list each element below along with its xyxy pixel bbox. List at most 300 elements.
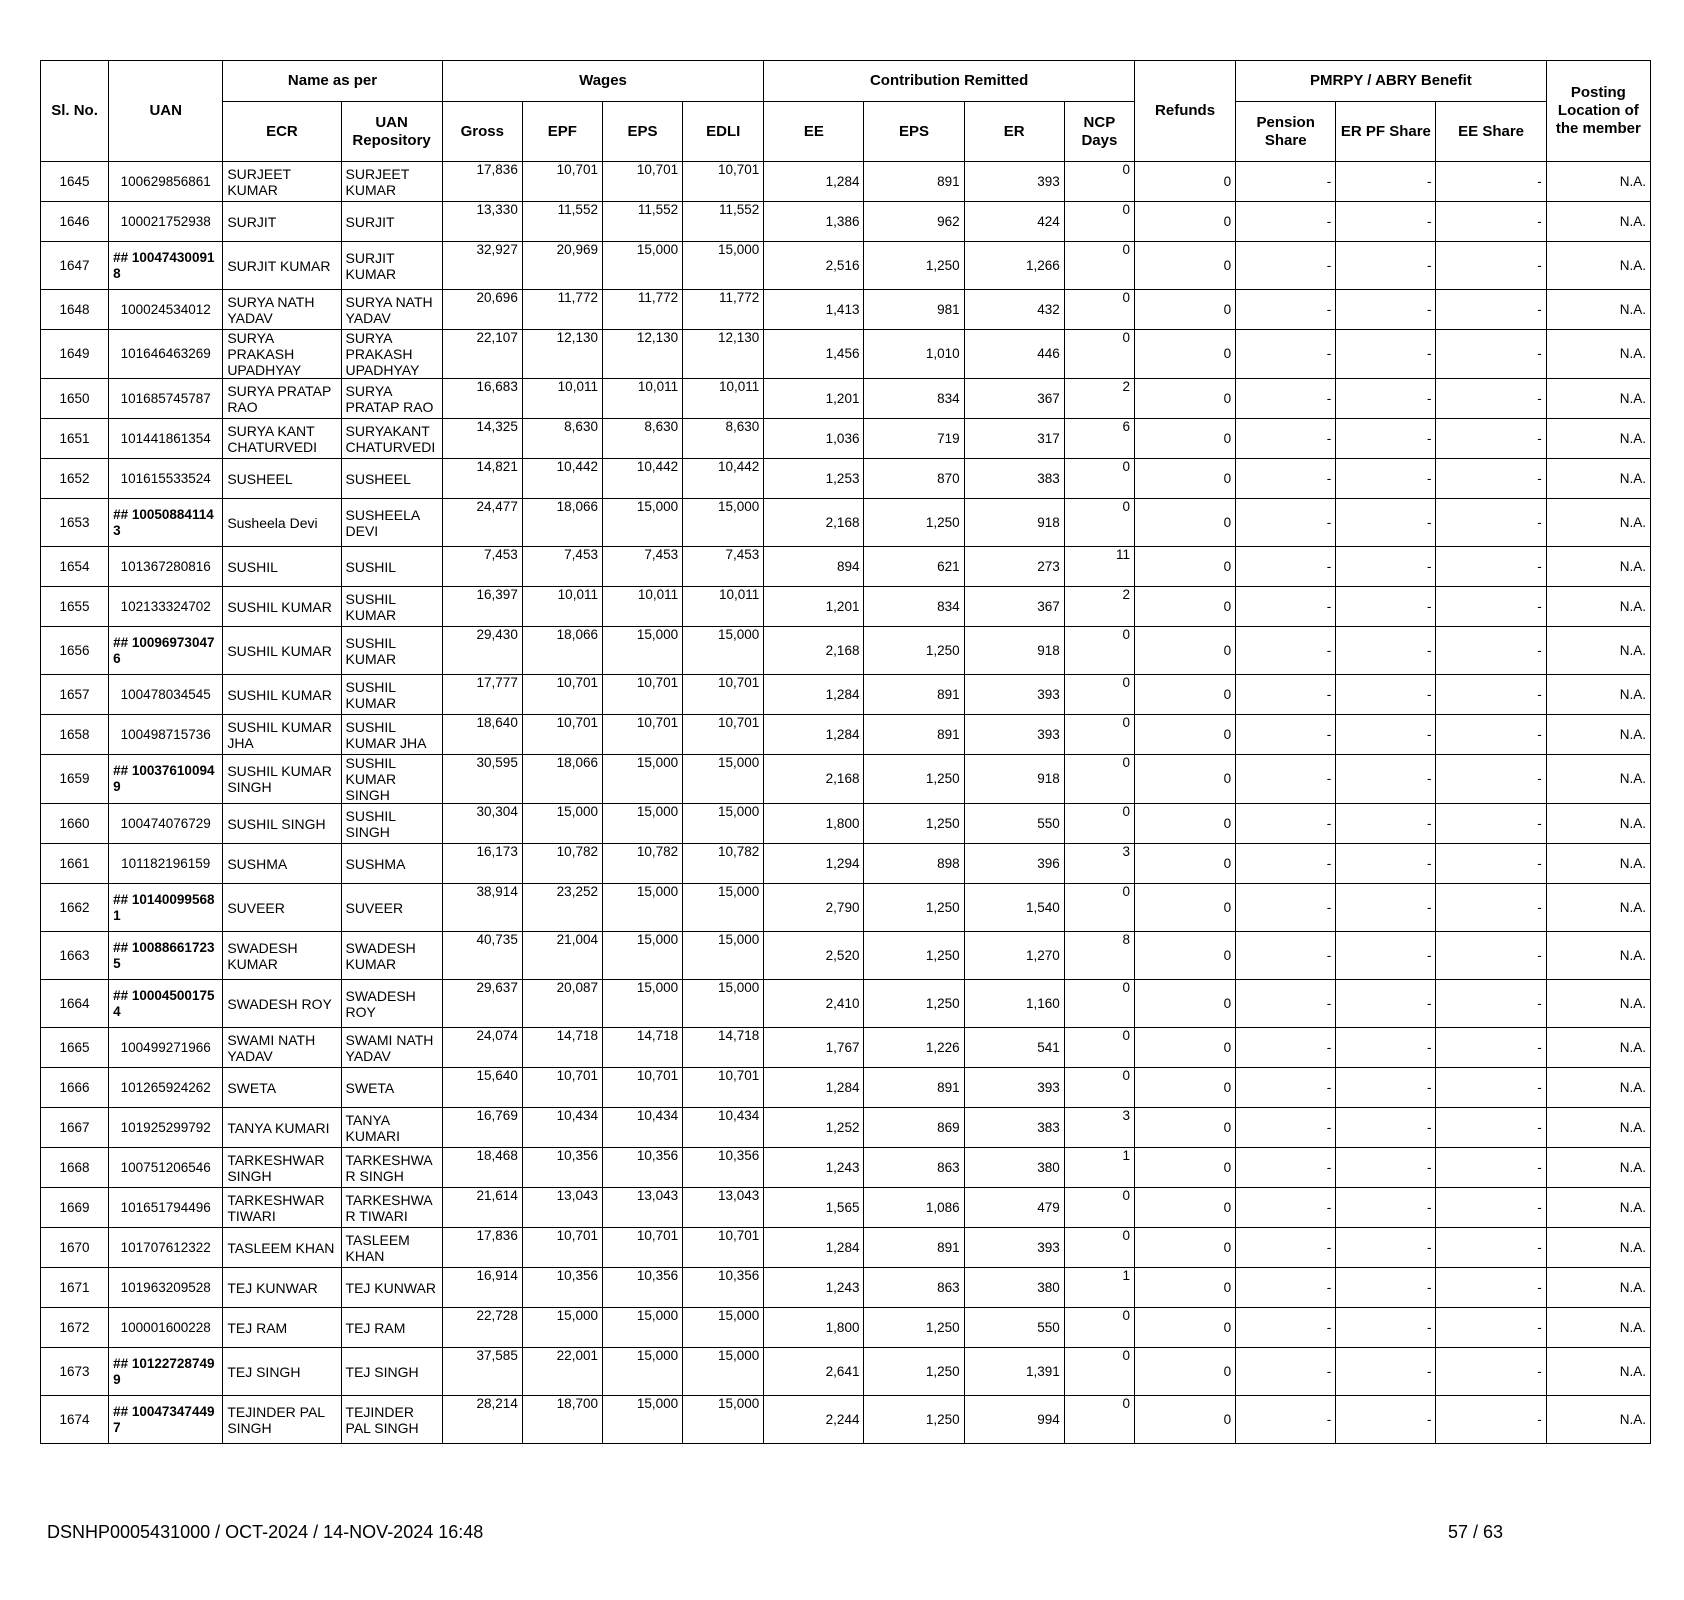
cell-uan: ## 10096973047 6	[109, 627, 223, 675]
table-row	[41, 1228, 1651, 1268]
cell-pension-share: -	[1236, 1068, 1336, 1108]
cell-uan-repository-name: SURJIT	[341, 202, 442, 242]
cell-ncp-days: 0	[1064, 1188, 1134, 1228]
cell-er-pf-share: -	[1336, 379, 1436, 419]
cell-ee-share: -	[1436, 290, 1546, 330]
cell-uan: 101646463269	[109, 330, 223, 379]
cell-gross: 20,696	[442, 290, 522, 330]
cell-er-pf-share: -	[1336, 715, 1436, 755]
table-row	[41, 1396, 1651, 1444]
cell-ecr-name: TEJ KUNWAR	[223, 1268, 341, 1308]
cell-edli: 13,043	[683, 1188, 764, 1228]
cell-epf: 10,701	[522, 715, 602, 755]
cell-er: 393	[964, 715, 1064, 755]
cell-uan: ## 10140099568 1	[109, 884, 223, 932]
table-header	[41, 61, 1651, 162]
cell-ncp-days: 6	[1064, 419, 1134, 459]
cell-epf: 20,969	[522, 242, 602, 290]
cell-sl-no: 1663	[41, 932, 109, 980]
cell-ecr-name: SURJIT	[223, 202, 341, 242]
group-contribution-remitted: Contribution Remitted	[764, 61, 1135, 102]
cell-er-pf-share: -	[1336, 330, 1436, 379]
table-body	[41, 162, 1651, 1444]
cell-posting-location: N.A.	[1546, 547, 1650, 587]
cell-sl-no: 1664	[41, 980, 109, 1028]
cell-ee-share: -	[1436, 1308, 1546, 1348]
table-row	[41, 755, 1651, 804]
cell-contribution-eps: 863	[864, 1148, 964, 1188]
cell-ee: 1,243	[764, 1268, 864, 1308]
col-contribution-eps: EPS	[864, 102, 964, 162]
cell-refunds: 0	[1134, 202, 1235, 242]
cell-ecr-name: SUSHIL KUMAR JHA	[223, 715, 341, 755]
cell-refunds: 0	[1134, 884, 1235, 932]
cell-refunds: 0	[1134, 1068, 1235, 1108]
col-ee: EE	[764, 102, 864, 162]
cell-refunds: 0	[1134, 547, 1235, 587]
cell-ecr-name: SUSHIL KUMAR	[223, 627, 341, 675]
cell-eps: 12,130	[602, 330, 682, 379]
cell-uan-repository-name: SWAMI NATH YADAV	[341, 1028, 442, 1068]
cell-edli: 15,000	[683, 627, 764, 675]
cell-ee: 1,201	[764, 379, 864, 419]
cell-contribution-eps: 834	[864, 379, 964, 419]
cell-uan: 101651794496	[109, 1188, 223, 1228]
cell-posting-location: N.A.	[1546, 675, 1650, 715]
cell-edli: 15,000	[683, 1396, 764, 1444]
cell-contribution-eps: 1,226	[864, 1028, 964, 1068]
footer-doc-ref: DSNHP0005431000 / OCT-2024 / 14-NOV-2024 16:48	[47, 1522, 484, 1542]
cell-contribution-eps: 1,250	[864, 1308, 964, 1348]
cell-eps: 10,782	[602, 844, 682, 884]
cell-er-pf-share: -	[1336, 884, 1436, 932]
cell-gross: 16,769	[442, 1108, 522, 1148]
cell-uan-repository-name: TASLEEM KHAN	[341, 1228, 442, 1268]
cell-uan: 100001600228	[109, 1308, 223, 1348]
cell-gross: 22,107	[442, 330, 522, 379]
cell-refunds: 0	[1134, 675, 1235, 715]
cell-er: 393	[964, 675, 1064, 715]
cell-edli: 10,442	[683, 459, 764, 499]
cell-uan: 100629856861	[109, 162, 223, 202]
cell-ee: 2,168	[764, 499, 864, 547]
cell-ecr-name: TEJ RAM	[223, 1308, 341, 1348]
cell-epf: 18,066	[522, 499, 602, 547]
cell-gross: 15,640	[442, 1068, 522, 1108]
cell-ncp-days: 0	[1064, 242, 1134, 290]
cell-edli: 15,000	[683, 884, 764, 932]
cell-posting-location: N.A.	[1546, 844, 1650, 884]
cell-sl-no: 1649	[41, 330, 109, 379]
cell-refunds: 0	[1134, 1188, 1235, 1228]
cell-ee: 1,800	[764, 804, 864, 844]
cell-eps: 15,000	[602, 755, 682, 804]
cell-gross: 38,914	[442, 884, 522, 932]
cell-uan-repository-name: SURYA PRATAP RAO	[341, 379, 442, 419]
cell-edli: 10,356	[683, 1148, 764, 1188]
cell-ee: 1,252	[764, 1108, 864, 1148]
cell-ecr-name: SUVEER	[223, 884, 341, 932]
cell-posting-location: N.A.	[1546, 804, 1650, 844]
cell-contribution-eps: 1,010	[864, 330, 964, 379]
cell-ee: 1,284	[764, 675, 864, 715]
cell-ncp-days: 0	[1064, 499, 1134, 547]
cell-epf: 13,043	[522, 1188, 602, 1228]
group-pmrpy: PMRPY / ABRY Benefit	[1236, 61, 1547, 102]
cell-sl-no: 1659	[41, 755, 109, 804]
cell-gross: 24,074	[442, 1028, 522, 1068]
cell-eps: 10,011	[602, 379, 682, 419]
cell-ncp-days: 8	[1064, 932, 1134, 980]
cell-ecr-name: SURYA PRAKASH UPADHYAY	[223, 330, 341, 379]
col-sl-no: Sl. No.	[41, 61, 109, 162]
cell-epf: 14,718	[522, 1028, 602, 1068]
cell-sl-no: 1668	[41, 1148, 109, 1188]
cell-contribution-eps: 863	[864, 1268, 964, 1308]
cell-eps: 15,000	[602, 242, 682, 290]
cell-uan-repository-name: TANYA KUMARI	[341, 1108, 442, 1148]
cell-contribution-eps: 891	[864, 162, 964, 202]
cell-uan-repository-name: SUSHIL SINGH	[341, 804, 442, 844]
cell-ncp-days: 0	[1064, 1228, 1134, 1268]
cell-eps: 15,000	[602, 1348, 682, 1396]
cell-ee: 1,294	[764, 844, 864, 884]
cell-contribution-eps: 869	[864, 1108, 964, 1148]
table-row	[41, 202, 1651, 242]
cell-edli: 10,782	[683, 844, 764, 884]
col-ecr: ECR	[223, 102, 341, 162]
cell-er: 393	[964, 1068, 1064, 1108]
cell-epf: 10,701	[522, 1228, 602, 1268]
cell-ecr-name: SWAMI NATH YADAV	[223, 1028, 341, 1068]
cell-ncp-days: 0	[1064, 290, 1134, 330]
cell-edli: 15,000	[683, 804, 764, 844]
cell-er-pf-share: -	[1336, 844, 1436, 884]
cell-edli: 15,000	[683, 1348, 764, 1396]
cell-refunds: 0	[1134, 1396, 1235, 1444]
cell-contribution-eps: 1,250	[864, 499, 964, 547]
cell-uan: 101441861354	[109, 419, 223, 459]
cell-ee-share: -	[1436, 499, 1546, 547]
table-row	[41, 290, 1651, 330]
cell-gross: 13,330	[442, 202, 522, 242]
cell-pension-share: -	[1236, 980, 1336, 1028]
cell-er-pf-share: -	[1336, 1308, 1436, 1348]
cell-ee-share: -	[1436, 242, 1546, 290]
cell-ee: 2,790	[764, 884, 864, 932]
cell-contribution-eps: 891	[864, 1068, 964, 1108]
cell-gross: 29,430	[442, 627, 522, 675]
cell-sl-no: 1673	[41, 1348, 109, 1396]
cell-epf: 10,434	[522, 1108, 602, 1148]
table-row	[41, 884, 1651, 932]
cell-gross: 7,453	[442, 547, 522, 587]
cell-epf: 18,066	[522, 755, 602, 804]
cell-er: 1,391	[964, 1348, 1064, 1396]
cell-pension-share: -	[1236, 1028, 1336, 1068]
cell-ecr-name: SUSHEEL	[223, 459, 341, 499]
cell-pension-share: -	[1236, 419, 1336, 459]
cell-uan: 101925299792	[109, 1108, 223, 1148]
cell-sl-no: 1651	[41, 419, 109, 459]
cell-uan-repository-name: SUSHEELA DEVI	[341, 499, 442, 547]
cell-ee: 1,800	[764, 1308, 864, 1348]
cell-edli: 7,453	[683, 547, 764, 587]
cell-posting-location: N.A.	[1546, 162, 1650, 202]
table-row	[41, 1028, 1651, 1068]
cell-uan: 100474076729	[109, 804, 223, 844]
cell-pension-share: -	[1236, 330, 1336, 379]
cell-epf: 7,453	[522, 547, 602, 587]
cell-posting-location: N.A.	[1546, 1148, 1650, 1188]
table-row	[41, 459, 1651, 499]
cell-contribution-eps: 834	[864, 587, 964, 627]
cell-epf: 18,066	[522, 627, 602, 675]
cell-contribution-eps: 1,250	[864, 755, 964, 804]
cell-ee-share: -	[1436, 419, 1546, 459]
cell-er: 550	[964, 804, 1064, 844]
cell-posting-location: N.A.	[1546, 330, 1650, 379]
cell-contribution-eps: 1,086	[864, 1188, 964, 1228]
cell-pension-share: -	[1236, 804, 1336, 844]
cell-edli: 15,000	[683, 932, 764, 980]
cell-uan-repository-name: SUSHIL KUMAR	[341, 627, 442, 675]
cell-epf: 10,701	[522, 675, 602, 715]
cell-pension-share: -	[1236, 1348, 1336, 1396]
cell-refunds: 0	[1134, 844, 1235, 884]
cell-epf: 21,004	[522, 932, 602, 980]
cell-contribution-eps: 870	[864, 459, 964, 499]
cell-er: 383	[964, 459, 1064, 499]
cell-er-pf-share: -	[1336, 1228, 1436, 1268]
cell-pension-share: -	[1236, 547, 1336, 587]
cell-ecr-name: SURJEET KUMAR	[223, 162, 341, 202]
cell-sl-no: 1657	[41, 675, 109, 715]
cell-ncp-days: 0	[1064, 755, 1134, 804]
cell-er: 393	[964, 1228, 1064, 1268]
cell-er-pf-share: -	[1336, 162, 1436, 202]
cell-ee: 2,516	[764, 242, 864, 290]
cell-er: 550	[964, 1308, 1064, 1348]
cell-ee-share: -	[1436, 459, 1546, 499]
table-row	[41, 675, 1651, 715]
cell-er: 918	[964, 627, 1064, 675]
cell-ee-share: -	[1436, 675, 1546, 715]
cell-er: 367	[964, 379, 1064, 419]
cell-ncp-days: 0	[1064, 1396, 1134, 1444]
table-row	[41, 1348, 1651, 1396]
cell-posting-location: N.A.	[1546, 587, 1650, 627]
cell-epf: 10,011	[522, 379, 602, 419]
cell-ee: 1,284	[764, 715, 864, 755]
cell-er: 918	[964, 499, 1064, 547]
cell-refunds: 0	[1134, 932, 1235, 980]
col-edli: EDLI	[683, 102, 764, 162]
col-uan: UAN	[109, 61, 223, 162]
table-row	[41, 844, 1651, 884]
cell-sl-no: 1655	[41, 587, 109, 627]
cell-ncp-days: 0	[1064, 884, 1134, 932]
col-ee-share: EE Share	[1436, 102, 1546, 162]
cell-er-pf-share: -	[1336, 1108, 1436, 1148]
cell-refunds: 0	[1134, 290, 1235, 330]
cell-ee-share: -	[1436, 1188, 1546, 1228]
cell-er-pf-share: -	[1336, 1148, 1436, 1188]
cell-ee-share: -	[1436, 379, 1546, 419]
cell-edli: 15,000	[683, 242, 764, 290]
cell-sl-no: 1654	[41, 547, 109, 587]
cell-pension-share: -	[1236, 1108, 1336, 1148]
cell-ncp-days: 3	[1064, 844, 1134, 884]
cell-posting-location: N.A.	[1546, 1396, 1650, 1444]
cell-ncp-days: 2	[1064, 587, 1134, 627]
cell-refunds: 0	[1134, 459, 1235, 499]
cell-er: 1,160	[964, 980, 1064, 1028]
table-row	[41, 379, 1651, 419]
table-row	[41, 587, 1651, 627]
cell-gross: 18,468	[442, 1148, 522, 1188]
cell-ecr-name: SUSHIL KUMAR SINGH	[223, 755, 341, 804]
cell-refunds: 0	[1134, 162, 1235, 202]
cell-epf: 15,000	[522, 1308, 602, 1348]
cell-er-pf-share: -	[1336, 1068, 1436, 1108]
cell-epf: 20,087	[522, 980, 602, 1028]
cell-ecr-name: SUSHIL	[223, 547, 341, 587]
cell-refunds: 0	[1134, 379, 1235, 419]
cell-uan: ## 10047347449 7	[109, 1396, 223, 1444]
cell-edli: 11,552	[683, 202, 764, 242]
cell-sl-no: 1658	[41, 715, 109, 755]
col-eps: EPS	[602, 102, 682, 162]
table-row	[41, 330, 1651, 379]
cell-pension-share: -	[1236, 379, 1336, 419]
cell-er: 367	[964, 587, 1064, 627]
cell-eps: 10,434	[602, 1108, 682, 1148]
cell-pension-share: -	[1236, 844, 1336, 884]
cell-posting-location: N.A.	[1546, 499, 1650, 547]
cell-eps: 10,701	[602, 715, 682, 755]
cell-ee: 2,410	[764, 980, 864, 1028]
cell-ncp-days: 1	[1064, 1268, 1134, 1308]
cell-ncp-days: 3	[1064, 1108, 1134, 1148]
cell-er-pf-share: -	[1336, 1348, 1436, 1396]
cell-er: 432	[964, 290, 1064, 330]
cell-posting-location: N.A.	[1546, 459, 1650, 499]
cell-ee-share: -	[1436, 755, 1546, 804]
cell-epf: 10,701	[522, 162, 602, 202]
cell-sl-no: 1660	[41, 804, 109, 844]
cell-ncp-days: 0	[1064, 1308, 1134, 1348]
cell-ncp-days: 0	[1064, 330, 1134, 379]
cell-uan-repository-name: SUSHEEL	[341, 459, 442, 499]
cell-sl-no: 1670	[41, 1228, 109, 1268]
cell-posting-location: N.A.	[1546, 755, 1650, 804]
cell-contribution-eps: 891	[864, 715, 964, 755]
cell-contribution-eps: 1,250	[864, 1348, 964, 1396]
cell-contribution-eps: 1,250	[864, 884, 964, 932]
cell-contribution-eps: 719	[864, 419, 964, 459]
cell-contribution-eps: 1,250	[864, 804, 964, 844]
table-row	[41, 242, 1651, 290]
cell-uan: 101707612322	[109, 1228, 223, 1268]
cell-refunds: 0	[1134, 627, 1235, 675]
cell-posting-location: N.A.	[1546, 1028, 1650, 1068]
table-row	[41, 932, 1651, 980]
cell-edli: 10,701	[683, 162, 764, 202]
cell-uan: 100499271966	[109, 1028, 223, 1068]
cell-refunds: 0	[1134, 755, 1235, 804]
cell-sl-no: 1645	[41, 162, 109, 202]
col-uan-repository: UAN Repository	[341, 102, 442, 162]
table-row	[41, 547, 1651, 587]
cell-ncp-days: 1	[1064, 1148, 1134, 1188]
cell-ee: 2,641	[764, 1348, 864, 1396]
cell-contribution-eps: 962	[864, 202, 964, 242]
cell-pension-share: -	[1236, 715, 1336, 755]
footer-page-number: 57 / 63	[1448, 1522, 1504, 1542]
cell-gross: 30,595	[442, 755, 522, 804]
cell-epf: 10,356	[522, 1148, 602, 1188]
cell-ecr-name: SUSHMA	[223, 844, 341, 884]
cell-posting-location: N.A.	[1546, 419, 1650, 459]
cell-pension-share: -	[1236, 162, 1336, 202]
cell-epf: 12,130	[522, 330, 602, 379]
cell-er: 1,540	[964, 884, 1064, 932]
cell-posting-location: N.A.	[1546, 1068, 1650, 1108]
cell-gross: 22,728	[442, 1308, 522, 1348]
cell-uan-repository-name: SUSHIL KUMAR JHA	[341, 715, 442, 755]
cell-ee-share: -	[1436, 162, 1546, 202]
cell-edli: 15,000	[683, 755, 764, 804]
cell-ncp-days: 0	[1064, 980, 1134, 1028]
cell-epf: 10,701	[522, 1068, 602, 1108]
cell-epf: 10,782	[522, 844, 602, 884]
cell-eps: 10,701	[602, 1228, 682, 1268]
cell-ecr-name: SWADESH ROY	[223, 980, 341, 1028]
table-row	[41, 627, 1651, 675]
cell-refunds: 0	[1134, 587, 1235, 627]
cell-posting-location: N.A.	[1546, 202, 1650, 242]
cell-uan: 100021752938	[109, 202, 223, 242]
cell-ee: 1,413	[764, 290, 864, 330]
cell-epf: 10,442	[522, 459, 602, 499]
cell-ncp-days: 0	[1064, 715, 1134, 755]
cell-er-pf-share: -	[1336, 547, 1436, 587]
cell-eps: 8,630	[602, 419, 682, 459]
cell-edli: 10,701	[683, 675, 764, 715]
cell-ncp-days: 2	[1064, 379, 1134, 419]
cell-sl-no: 1672	[41, 1308, 109, 1348]
cell-sl-no: 1650	[41, 379, 109, 419]
cell-gross: 37,585	[442, 1348, 522, 1396]
cell-gross: 21,614	[442, 1188, 522, 1228]
cell-edli: 14,718	[683, 1028, 764, 1068]
cell-eps: 15,000	[602, 1396, 682, 1444]
cell-eps: 15,000	[602, 980, 682, 1028]
cell-edli: 10,701	[683, 1228, 764, 1268]
cell-edli: 10,701	[683, 715, 764, 755]
cell-ecr-name: SWADESH KUMAR	[223, 932, 341, 980]
table-row	[41, 419, 1651, 459]
cell-uan: 101685745787	[109, 379, 223, 419]
cell-uan-repository-name: TEJINDER PAL SINGH	[341, 1396, 442, 1444]
cell-sl-no: 1665	[41, 1028, 109, 1068]
cell-ee: 1,456	[764, 330, 864, 379]
cell-eps: 11,552	[602, 202, 682, 242]
cell-sl-no: 1662	[41, 884, 109, 932]
ecr-table	[40, 60, 1651, 1444]
cell-eps: 11,772	[602, 290, 682, 330]
